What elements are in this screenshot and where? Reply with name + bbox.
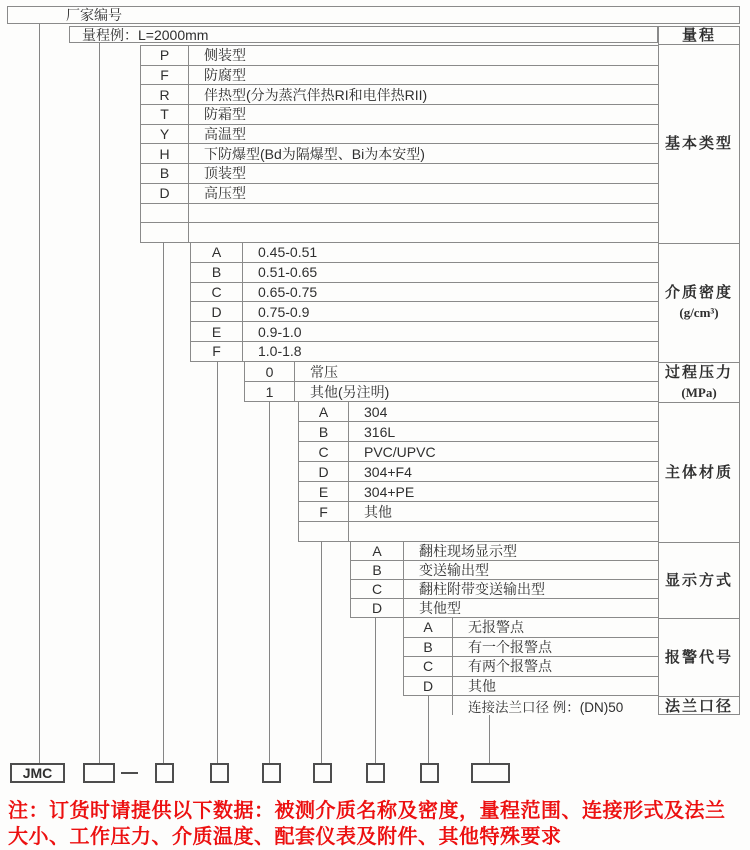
table-row xyxy=(299,482,659,502)
connector-line xyxy=(39,24,40,763)
code-box-process-pressure xyxy=(262,763,281,783)
code-cell: C xyxy=(191,283,243,302)
table-process-pressure xyxy=(244,361,659,402)
desc-cell: 0.9-1.0 xyxy=(258,323,302,340)
table-display-mode xyxy=(350,541,659,618)
desc-cell: 翻柱现场显示型 xyxy=(419,543,517,559)
table-row xyxy=(141,125,659,145)
desc-cell: 其他 xyxy=(468,677,496,694)
code-cell: H xyxy=(141,144,189,163)
table-row xyxy=(141,223,659,243)
category-label-column xyxy=(658,26,740,715)
table-row xyxy=(141,184,659,204)
code-cell: B xyxy=(191,263,243,282)
desc-cell: 常压 xyxy=(310,363,338,380)
table-row xyxy=(141,144,659,164)
desc-cell: 0.45-0.51 xyxy=(258,244,318,261)
category-label-line: 介质密度 xyxy=(664,285,733,301)
code-cell: 1 xyxy=(245,382,295,401)
manufacturer-code-box xyxy=(7,6,740,24)
table-row xyxy=(404,618,659,638)
desc-cell: 防霜型 xyxy=(204,106,246,123)
table-row xyxy=(404,677,659,697)
table-row xyxy=(141,46,659,66)
manufacturer-code-label: 厂家编号 xyxy=(66,7,122,23)
code-cell: B xyxy=(351,561,404,579)
code-cell: Y xyxy=(141,125,189,144)
desc-cell: 高压型 xyxy=(204,185,246,202)
connector-line xyxy=(321,541,322,763)
code-box-body-material xyxy=(313,763,332,783)
desc-cell: 304+PE xyxy=(364,483,415,500)
code-cell: B xyxy=(404,638,453,657)
code-cell: A xyxy=(299,402,349,421)
connector-line xyxy=(489,715,490,763)
code-cell: C xyxy=(351,580,404,598)
order-note xyxy=(8,798,748,850)
table-row xyxy=(351,599,659,618)
code-box-flange-size xyxy=(471,763,510,783)
code-cell: F xyxy=(299,502,349,521)
flange-size-row xyxy=(452,695,658,715)
category-label-line: 基本类型 xyxy=(664,136,733,152)
desc-cell: 304+F4 xyxy=(364,463,412,480)
code-cell: T xyxy=(141,105,189,124)
code-cell: P xyxy=(141,46,189,65)
table-row xyxy=(245,362,659,382)
code-cell: C xyxy=(299,442,349,461)
table-row xyxy=(299,502,659,522)
table-row xyxy=(299,462,659,482)
desc-cell: 有一个报警点 xyxy=(468,638,552,655)
code-cell: A xyxy=(404,618,453,637)
table-row xyxy=(191,243,659,263)
range-example-label: 量程例：L=2000mm xyxy=(82,26,209,43)
desc-cell xyxy=(349,522,659,541)
category-label-line: 过程压力 xyxy=(664,364,733,381)
connector-line xyxy=(99,43,100,763)
table-row xyxy=(404,638,659,658)
code-cell: E xyxy=(299,482,349,501)
table-row xyxy=(141,164,659,184)
desc-cell: 其他型 xyxy=(419,600,461,616)
category-label-line: 量程 xyxy=(681,27,716,44)
desc-cell: 316L xyxy=(364,423,396,440)
category-label-flange-size xyxy=(659,696,739,716)
table-row xyxy=(245,382,659,402)
code-cell: E xyxy=(191,322,243,341)
code-box-basic-type xyxy=(155,763,174,783)
table-basic-type xyxy=(140,45,659,243)
code-cell: A xyxy=(191,243,243,262)
desc-cell: 翻柱附带变送输出型 xyxy=(419,581,545,597)
table-row xyxy=(299,442,659,462)
code-box-alarm-code xyxy=(420,763,439,783)
range-example-box xyxy=(69,26,658,43)
code-box-medium-density xyxy=(210,763,229,783)
table-row xyxy=(404,657,659,677)
table-body-material xyxy=(298,401,659,542)
desc-cell: 无报警点 xyxy=(468,619,524,636)
order-note-line2: 大小、工作压力、介质温度、配套仪表及附件、其他特殊要求 xyxy=(8,826,562,848)
model-prefix-box xyxy=(10,763,65,783)
category-label-medium-density xyxy=(659,243,739,362)
table-row xyxy=(351,561,659,580)
code-dash xyxy=(121,772,138,774)
code-cell: A xyxy=(351,542,404,560)
code-cell: C xyxy=(404,657,453,676)
category-label-display-mode xyxy=(659,542,739,618)
desc-cell xyxy=(189,204,659,223)
code-cell: F xyxy=(191,342,243,361)
category-label-line: 显示方式 xyxy=(664,572,733,589)
table-row xyxy=(299,522,659,542)
code-cell xyxy=(299,522,349,541)
table-alarm-code xyxy=(403,617,659,696)
code-box-range xyxy=(83,763,115,783)
desc-cell: 有两个报警点 xyxy=(468,658,552,675)
desc-cell: 1.0-1.8 xyxy=(258,343,302,360)
table-row xyxy=(141,204,659,224)
table-row xyxy=(191,302,659,322)
connector-line xyxy=(375,617,376,763)
code-cell: D xyxy=(299,462,349,481)
category-label-line: (g/cm³) xyxy=(679,305,719,320)
desc-cell: 顶装型 xyxy=(204,165,246,182)
connector-line xyxy=(428,695,429,763)
table-row xyxy=(299,402,659,422)
desc-cell: 高温型 xyxy=(204,126,246,143)
code-cell: D xyxy=(404,677,453,696)
desc-cell: 0.65-0.75 xyxy=(258,283,318,300)
table-row xyxy=(141,66,659,86)
desc-cell: 0.75-0.9 xyxy=(258,303,310,320)
code-cell: F xyxy=(141,66,189,85)
category-label-line: 法兰口径 xyxy=(664,698,733,715)
order-note-line1: 注：订货时请提供以下数据：被测介质名称及密度，量程范围、连接形式及法兰 xyxy=(8,800,726,822)
category-label-alarm-code xyxy=(659,618,739,696)
desc-cell: 变送输出型 xyxy=(419,562,489,578)
table-row xyxy=(191,322,659,342)
connector-line xyxy=(269,401,270,763)
code-cell xyxy=(141,223,189,242)
connector-line xyxy=(217,361,218,763)
connector-line xyxy=(163,242,164,763)
code-cell: 0 xyxy=(245,362,295,381)
desc-cell xyxy=(189,223,659,242)
table-row xyxy=(141,85,659,105)
table-row xyxy=(351,542,659,561)
desc-cell: 下防爆型(Bd为隔爆型、Bi为本安型) xyxy=(204,145,425,162)
code-cell: D xyxy=(141,184,189,203)
table-row xyxy=(351,580,659,599)
category-label-line: (MPa) xyxy=(681,384,717,400)
category-label-line: 主体材质 xyxy=(664,464,733,481)
table-row xyxy=(191,342,659,362)
code-cell: D xyxy=(351,599,404,617)
desc-cell: 0.51-0.65 xyxy=(258,264,318,281)
table-row xyxy=(141,105,659,125)
code-cell: B xyxy=(299,422,349,441)
category-label-range xyxy=(659,27,739,44)
desc-cell: 防腐型 xyxy=(204,67,246,84)
desc-cell: 其他 xyxy=(364,503,392,520)
table-medium-density xyxy=(190,242,659,362)
desc-cell: 其他(另注明) xyxy=(310,383,390,400)
flange-size-text: 连接法兰口径 例：(DN)50 xyxy=(468,699,624,715)
model-prefix: JMC xyxy=(22,765,53,781)
table-row xyxy=(191,263,659,283)
category-label-line: 报警代号 xyxy=(664,649,733,666)
code-cell xyxy=(141,204,189,223)
desc-cell: 侧装型 xyxy=(204,47,246,64)
code-box-display-mode xyxy=(366,763,385,783)
code-cell: R xyxy=(141,85,189,104)
table-row xyxy=(299,422,659,442)
desc-cell: PVC/UPVC xyxy=(364,443,436,460)
desc-cell: 伴热型(分为蒸汽伴热RI和电伴热RII) xyxy=(204,86,428,103)
category-label-body-material xyxy=(659,402,739,542)
code-cell: D xyxy=(191,302,243,321)
category-label-basic-type xyxy=(659,44,739,243)
code-cell: B xyxy=(141,164,189,183)
category-label-process-pressure xyxy=(659,362,739,402)
desc-cell: 304 xyxy=(364,403,388,420)
table-row xyxy=(191,283,659,303)
